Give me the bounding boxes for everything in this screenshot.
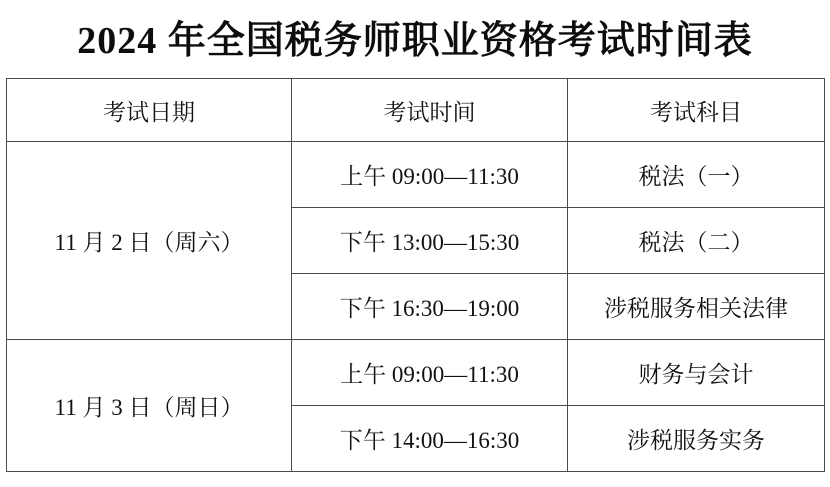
exam-subject-cell: 涉税服务实务 bbox=[568, 406, 825, 472]
exam-time-cell: 上午 09:00—11:30 bbox=[292, 142, 568, 208]
exam-subject-cell: 税法（一） bbox=[568, 142, 825, 208]
exam-time-cell: 下午 14:00—16:30 bbox=[292, 406, 568, 472]
column-header-time: 考试时间 bbox=[292, 79, 568, 142]
table-header-row bbox=[7, 79, 825, 142]
table-header bbox=[7, 79, 825, 142]
exam-schedule-table bbox=[6, 78, 825, 472]
exam-date-cell: 11 月 3 日（周日） bbox=[7, 340, 292, 472]
exam-date-cell: 11 月 2 日（周六） bbox=[7, 142, 292, 340]
exam-time-cell: 下午 13:00—15:30 bbox=[292, 208, 568, 274]
exam-subject-cell: 税法（二） bbox=[568, 208, 825, 274]
exam-time-cell: 下午 16:30—19:00 bbox=[292, 274, 568, 340]
table-row bbox=[7, 340, 825, 406]
table-row bbox=[7, 142, 825, 208]
table-body bbox=[7, 142, 825, 472]
column-header-date: 考试日期 bbox=[7, 79, 292, 142]
exam-time-cell: 上午 09:00—11:30 bbox=[292, 340, 568, 406]
exam-subject-cell: 涉税服务相关法律 bbox=[568, 274, 825, 340]
page-title: 2024 年全国税务师职业资格考试时间表 bbox=[77, 20, 753, 62]
exam-subject-cell: 财务与会计 bbox=[568, 340, 825, 406]
column-header-subject: 考试科目 bbox=[568, 79, 825, 142]
